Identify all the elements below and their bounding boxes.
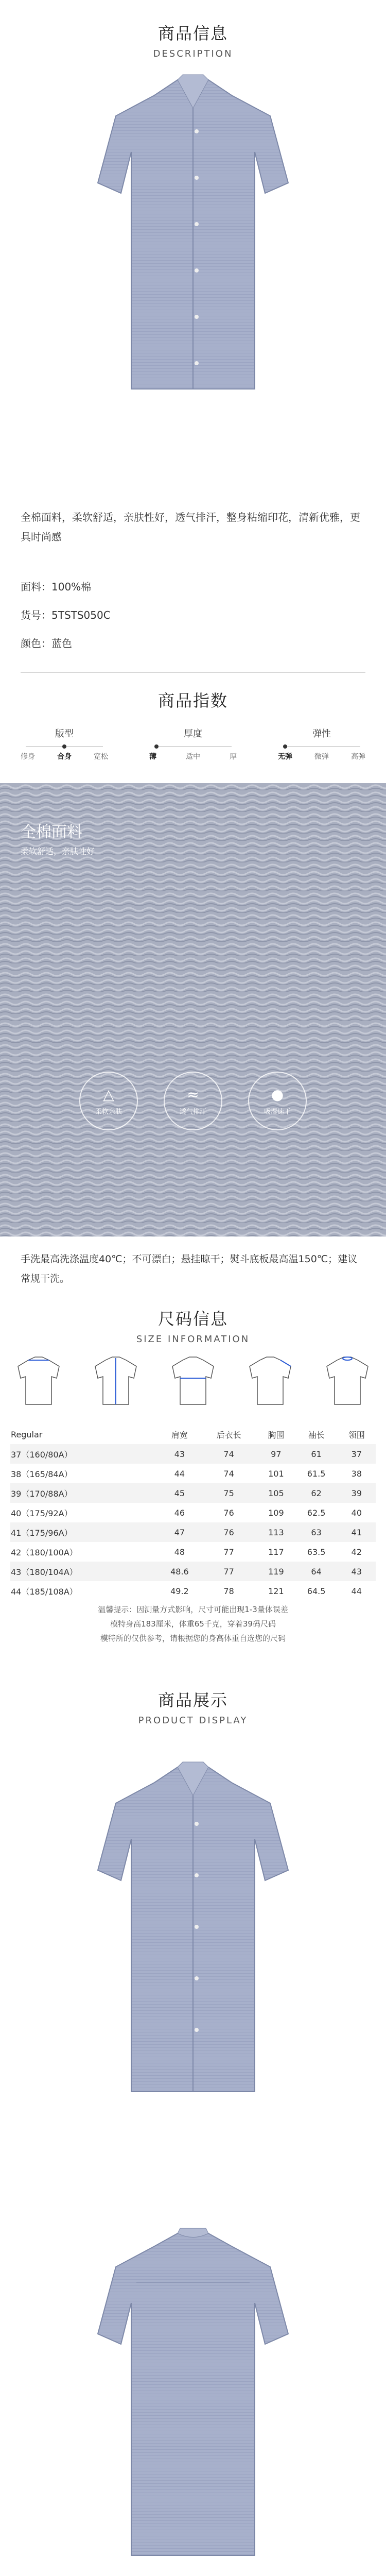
table-cell: 45 [159, 1483, 201, 1503]
table-cell: 44 [174, 1468, 185, 1479]
table-row [10, 1562, 376, 1581]
index-title: 商品指数 [157, 691, 228, 710]
index-fit [21, 726, 108, 761]
table-cell: 40（175/92A） [11, 1508, 73, 1518]
shirt-front-illustration [0, 59, 386, 410]
fabric-icon-item [164, 1072, 222, 1130]
table-row [10, 1464, 376, 1483]
table-cell: 74 [201, 1444, 257, 1464]
table-cell: 113 [257, 1522, 295, 1542]
fabric-icon-label: 透气排汗 [179, 1108, 206, 1116]
style-line [21, 605, 111, 625]
size-title: 尺码信息 [157, 1309, 228, 1329]
table-cell: 42（180/100A） [11, 1547, 78, 1557]
index-name: 弹性 [312, 728, 331, 739]
index-option: 适中 [186, 753, 200, 761]
table-cell: 76 [201, 1522, 257, 1542]
size-col-header: 后衣长 [216, 1430, 241, 1440]
table-cell: 41（175/96A） [10, 1522, 159, 1542]
shirt-outline-icon [170, 1355, 216, 1406]
table-cell: 64 [295, 1562, 338, 1581]
color-label: 颜色： [21, 637, 51, 650]
table-cell: 76 [223, 1507, 234, 1518]
size-notes [0, 1602, 386, 1646]
index-option-selected: 合身 [57, 753, 72, 761]
table-cell: 43（180/104A） [10, 1562, 159, 1581]
shirt-outline-icon [324, 1355, 371, 1406]
color-value: 蓝色 [51, 637, 72, 650]
table-cell: 37（160/80A） [10, 1444, 159, 1464]
size-table [10, 1425, 376, 1601]
table-cell: 48.6 [159, 1562, 201, 1581]
fabric-icon-label: 吸湿速干 [264, 1108, 291, 1116]
index-option-selected: 无弹 [278, 753, 292, 761]
size-diagrams [15, 1355, 371, 1406]
divider [21, 672, 365, 673]
size-col-header: 肩宽 [171, 1430, 188, 1440]
index-option: 厚 [230, 753, 237, 761]
fabric-label: 面料： [21, 581, 51, 593]
table-row [10, 1522, 376, 1542]
care-instructions: 手洗最高洗涤温度40℃；不可漂白；悬挂晾干；熨斗底板最高温150℃；建议常规干洗。 [21, 1253, 358, 1284]
table-cell: 38 [351, 1468, 362, 1479]
size-header [0, 1306, 386, 1345]
table-cell: 101 [268, 1468, 284, 1479]
table-row [10, 1503, 376, 1522]
index-header [0, 688, 386, 711]
fabric-icon-label: 柔软亲肤 [95, 1108, 122, 1116]
fabric-value: 100%棉 [51, 581, 92, 593]
shirt-outline-icon [15, 1355, 62, 1406]
size-col-header: 胸围 [268, 1430, 285, 1440]
index-option: 宽松 [94, 753, 108, 761]
shirt-back-illustration [0, 2205, 386, 2576]
shirt-icon: △ [103, 1086, 114, 1103]
table-cell: 77 [201, 1562, 257, 1581]
table-cell: 49.2 [170, 1586, 189, 1596]
table-cell: 74 [223, 1468, 234, 1479]
description-title: 商品信息 [157, 24, 228, 43]
table-cell: 62 [295, 1483, 338, 1503]
description-subtitle: DESCRIPTION [153, 48, 233, 59]
size-header-row [10, 1425, 376, 1444]
table-cell: 44（185/108A） [11, 1586, 78, 1597]
fabric-icon-item [79, 1072, 138, 1130]
table-cell: 97 [257, 1444, 295, 1464]
table-cell: 46 [174, 1507, 185, 1518]
index-row [0, 726, 386, 761]
table-row [10, 1444, 376, 1464]
index-elasticity [278, 726, 365, 761]
size-col-header: 袖长 [308, 1430, 325, 1440]
index-name: 厚度 [184, 728, 202, 739]
table-cell: 63.5 [307, 1547, 326, 1557]
description-header [0, 21, 386, 59]
style-value: 5TSTS050C [51, 609, 111, 621]
fabric-line [21, 577, 91, 597]
table-cell: 48 [174, 1547, 185, 1557]
size-note: 温馨提示：因测量方式影响，尺寸可能出现1-3量体误差 [98, 1605, 288, 1614]
index-bar [154, 746, 232, 747]
size-note: 模特身高183厘米，体重65千克，穿着39码尺码 [110, 1619, 276, 1629]
fabric-icons [0, 1072, 386, 1130]
shirt-outline-icon [247, 1355, 293, 1406]
fabric-panel [0, 783, 386, 1236]
index-name: 版型 [55, 728, 74, 739]
shirt-front-illustration [0, 1741, 386, 2112]
fabric-sub: 柔软舒适，亲肤性好 [21, 846, 95, 856]
shirt-outline-icon [93, 1355, 139, 1406]
table-cell: 43 [338, 1562, 376, 1581]
table-cell: 61.5 [307, 1468, 326, 1479]
table-row [10, 1542, 376, 1562]
index-option: 修身 [21, 753, 35, 761]
product-image-display-front [0, 1741, 386, 2112]
table-row [10, 1483, 376, 1503]
display-header [0, 1687, 386, 1726]
table-cell: 117 [268, 1547, 284, 1557]
table-cell: 42 [351, 1547, 362, 1557]
table-cell: 63 [295, 1522, 338, 1542]
fabric-icon-item [248, 1072, 307, 1130]
table-cell: 77 [223, 1547, 234, 1557]
drop-icon: ● [271, 1086, 284, 1103]
product-image-display-back [0, 2205, 386, 2576]
size-subtitle: SIZE INFORMATION [136, 1334, 250, 1345]
index-bar [283, 746, 360, 747]
size-col-header: Regular [11, 1429, 43, 1439]
product-image-front [0, 59, 386, 410]
table-cell: 75 [201, 1483, 257, 1503]
index-option-selected: 薄 [149, 753, 156, 761]
color-line [21, 634, 72, 653]
table-cell: 47 [159, 1522, 201, 1542]
table-cell: 40 [351, 1507, 362, 1518]
display-subtitle: PRODUCT DISPLAY [138, 1715, 248, 1726]
index-option: 高弹 [351, 753, 365, 761]
table-cell: 64.5 [307, 1586, 326, 1596]
air-icon: ≈ [187, 1086, 199, 1103]
table-cell: 109 [268, 1507, 284, 1518]
table-cell: 78 [223, 1586, 234, 1596]
table-cell: 41 [338, 1522, 376, 1542]
index-option: 微弹 [314, 753, 329, 761]
table-cell: 61 [295, 1444, 338, 1464]
table-cell: 121 [268, 1586, 284, 1596]
table-cell: 39（170/88A） [10, 1483, 159, 1503]
table-cell: 44 [351, 1586, 362, 1596]
table-cell: 105 [257, 1483, 295, 1503]
table-cell: 39 [338, 1483, 376, 1503]
table-row [10, 1581, 376, 1601]
size-col-header: 领围 [348, 1430, 365, 1440]
product-intro: 全棉面料，柔软舒适，亲肤性好，透气排汗，整身粘缩印花，清新优雅，更具时尚感 [21, 511, 360, 543]
display-title: 商品展示 [157, 1690, 228, 1710]
table-cell: 38（165/84A） [11, 1469, 73, 1479]
table-cell: 119 [257, 1562, 295, 1581]
table-cell: 43 [159, 1444, 201, 1464]
table-cell: 62.5 [307, 1507, 326, 1518]
index-bar [26, 746, 103, 747]
table-cell: 37 [338, 1444, 376, 1464]
size-note: 模特所的仅供参考，请根据您的身高体重自选您的尺码 [100, 1634, 286, 1643]
style-label: 货号： [21, 609, 51, 621]
fabric-heading: 全棉面料 [21, 823, 82, 841]
index-thickness [149, 726, 237, 761]
